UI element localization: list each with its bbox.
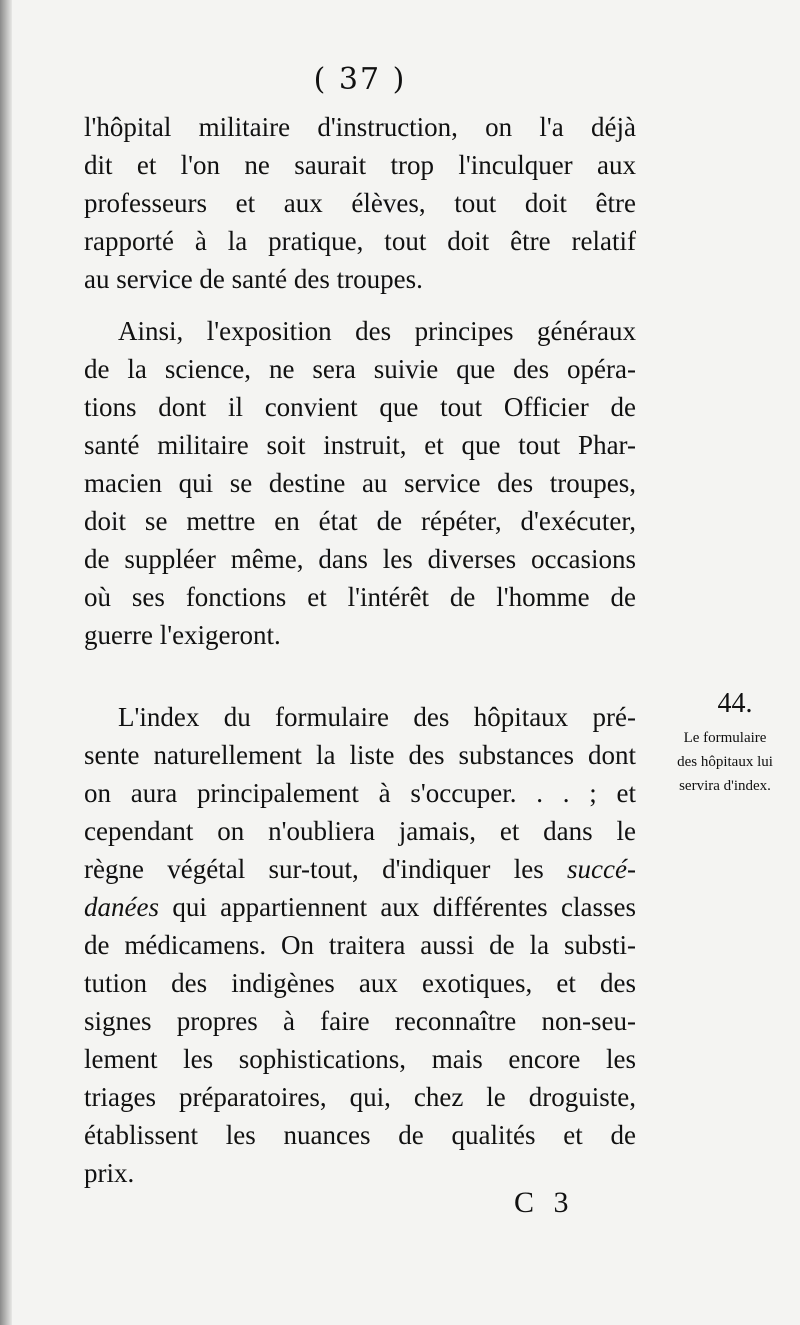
text-line: guerre l'exigeront. (84, 620, 281, 650)
text-line: sente naturellement la liste des substances dont (84, 740, 636, 770)
signature-mark: C 3 (514, 1186, 575, 1219)
text-line: l'hôpital militaire d'instruction, on l'a déjà (84, 112, 636, 142)
text-line-with-italic (84, 850, 636, 888)
margin-section-number: 44. (717, 688, 753, 719)
text-run: qui appartiennent aux différentes classes (158, 892, 636, 922)
text-line: santé militaire soit instruit, et que tout Phar- (84, 430, 636, 460)
text-line: établissent les nuances de qualités et de (84, 1120, 636, 1150)
text-line: au service de santé des troupes. (84, 264, 423, 294)
margin-note-line: servira d'index. (679, 778, 771, 794)
page-edge (0, 0, 12, 1325)
text-line: rapporté à la pratique, tout doit être relatif (84, 226, 636, 256)
italic-word: danées (84, 892, 159, 922)
text-line: Ainsi, l'exposition des principes généraux (118, 316, 636, 346)
text-line: triages préparatoires, qui, chez le droguiste, (84, 1082, 636, 1112)
margin-note-line: Le formulaire (683, 730, 767, 746)
text-line: tions dont il convient que tout Officier de (84, 392, 636, 422)
text-run: règne végétal sur-tout, d'indiquer les (84, 854, 568, 884)
text-line: de médicamens. On traitera aussi de la substi- (84, 930, 636, 960)
italic-word: succé- (567, 854, 636, 884)
text-line: cependant on n'oubliera jamais, et dans le (84, 816, 636, 846)
text-line: signes propres à faire reconnaître non-seu- (84, 1006, 636, 1036)
text-line-with-italic (84, 888, 636, 926)
text-line: tution des indigènes aux exotiques, et des (84, 968, 636, 998)
text-line: lement les sophistications, mais encore les (84, 1044, 636, 1074)
margin-note-line: des hôpitaux lui (677, 754, 773, 770)
text-line: où ses fonctions et l'intérêt de l'homme de (84, 582, 636, 612)
text-line: prix. (84, 1158, 135, 1188)
page-number: ( 37 ) (313, 62, 407, 97)
text-line: doit se mettre en état de répéter, d'exécuter, (84, 506, 636, 536)
text-line: macien qui se destine au service des troupes, (84, 468, 636, 498)
text-line: dit et l'on ne saurait trop l'inculquer aux (84, 150, 636, 180)
text-line: de suppléer même, dans les diverses occasions (84, 544, 636, 574)
text-line: de la science, ne sera suivie que des opéra- (84, 354, 636, 384)
text-line: professeurs et aux élèves, tout doit être (84, 188, 636, 218)
text-line: on aura principalement à s'occuper. . . ; et (84, 778, 636, 808)
text-line: L'index du formulaire des hôpitaux pré- (118, 702, 636, 732)
